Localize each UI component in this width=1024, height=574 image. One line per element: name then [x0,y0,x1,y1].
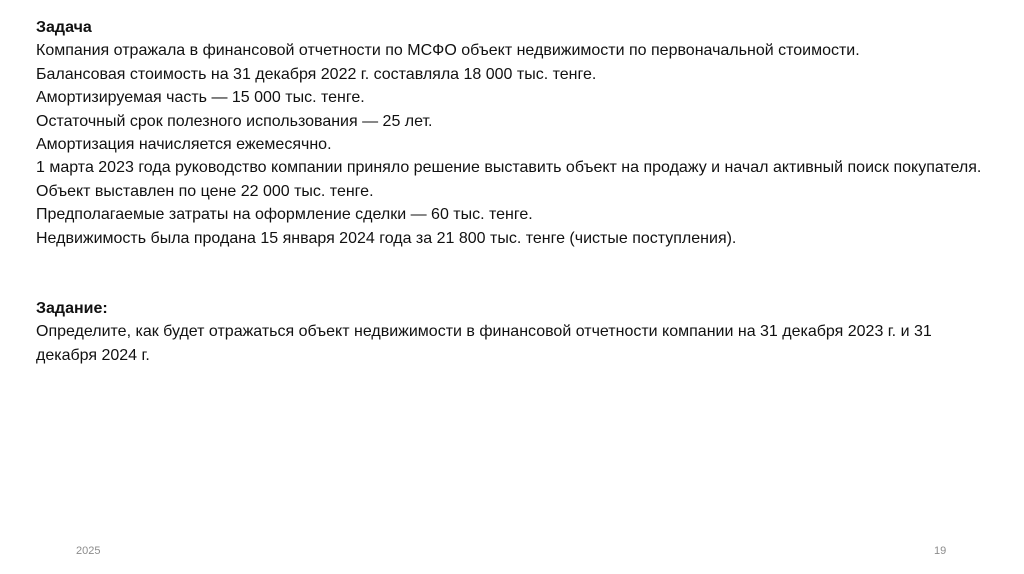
footer-year: 2025 [76,545,101,557]
slide-content [36,16,996,367]
assignment-text: Определите, как будет отражаться объект недвижимости в финансовой отчетности компании на 31 декабря 2023 г. и 31 декабря 2024 г. [36,323,932,364]
task-line-company: Компания отражала в финансовой отчетности по МСФО объект недвижимости по первоначальной стоимости. [36,42,860,60]
task-line-sale-decision: 1 марта 2023 года руководство компании приняло решение выставить объект на продажу и начал активный поиск покупателя. [36,159,982,177]
task-heading: Задача [36,19,92,36]
task-line-useful-life: Остаточный срок полезного использования — 25 лет. [36,112,433,130]
task-line-listed-price: Объект выставлен по цене 22 000 тыс. тенге. [36,182,374,200]
footer-page-number: 19 [934,545,947,557]
assignment-heading: Задание: [36,300,108,318]
task-line-sale-proceeds: Недвижимость была продана 15 января 2024 года за 21 800 тыс. тенге (чистые поступления). [36,229,737,247]
task-line-depreciable-amount: Амортизируемая часть — 15 000 тыс. тенге. [36,89,365,107]
task-line-carrying-amount: Балансовая стоимость на 31 декабря 2022 г. составляла 18 000 тыс. тенге. [36,65,597,83]
task-line-depreciation-monthly: Амортизация начисляется ежемесячно. [36,136,332,154]
task-line-costs-to-sell: Предполагаемые затраты на оформление сделки — 60 тыс. тенге. [36,206,533,224]
section-spacer [36,250,996,297]
